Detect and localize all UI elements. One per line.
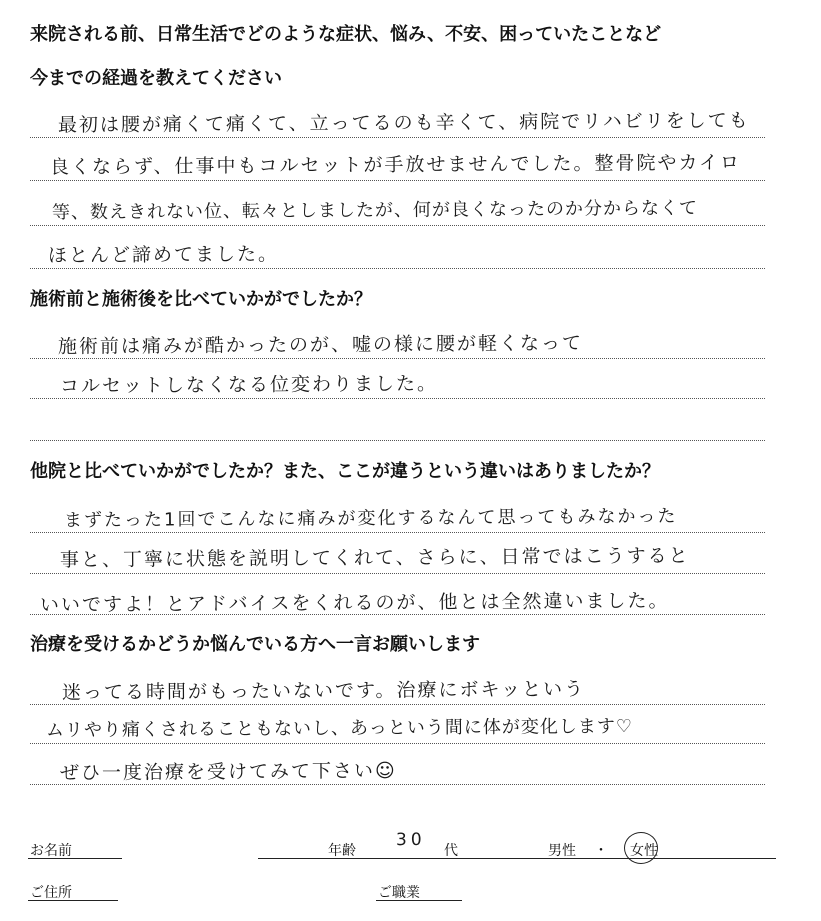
male-option: 男性 bbox=[548, 843, 576, 859]
answer-4-line-3: ぜひ一度治療を受けてみて下さい☺ bbox=[59, 759, 397, 785]
answer-2-line-2: コルセットしなくなる位変わりました。 bbox=[59, 372, 439, 398]
answer-1-line-3: 等、数えきれない位、転々としましたが、何が良くなったのか分からなくて bbox=[51, 197, 699, 224]
question-3-title: 他院と比べていかがでしたか？また、ここが違うという違いはありましたか？ bbox=[30, 461, 660, 482]
address-label: ご住所 bbox=[30, 885, 72, 901]
age-value: 30 bbox=[395, 829, 426, 851]
answer-1-line-2: 良くならず、仕事中もコルセットが手放せませんでした。整骨院やカイロ bbox=[49, 151, 742, 179]
age-label: 年齢 bbox=[328, 843, 356, 859]
question-1-title-line2: 今までの経過を教えてください bbox=[30, 68, 282, 89]
separator-dot: ・ bbox=[594, 843, 608, 859]
question-4-title: 治療を受けるかどうか悩んでいる方へ一言お願いします bbox=[30, 634, 480, 655]
answer-line bbox=[30, 440, 765, 441]
address-underline bbox=[28, 900, 118, 901]
female-selected-circle bbox=[624, 832, 658, 864]
female-option: 女性 bbox=[630, 843, 658, 859]
job-label: ご職業 bbox=[378, 885, 420, 901]
answer-line bbox=[30, 358, 765, 359]
answer-line bbox=[30, 614, 765, 615]
answer-line bbox=[30, 743, 765, 744]
name-underline bbox=[28, 858, 122, 859]
answer-4-line-2: ムリやり痛くされることもないし、あっという間に体が変化します♡ bbox=[45, 715, 634, 742]
job-underline bbox=[376, 900, 462, 901]
answer-line bbox=[30, 573, 765, 574]
answer-line bbox=[30, 137, 765, 138]
answer-4-line-1: 迷ってる時間がもったいないです。治療にボキッという bbox=[61, 678, 586, 704]
answer-line bbox=[30, 784, 765, 785]
answer-3-line-3: いいですよ！とアドバイスをくれるのが、他とは全然違いました。 bbox=[39, 589, 670, 617]
answer-1-line-4: ほとんど諦めてました。 bbox=[47, 243, 280, 267]
answer-3-line-2: 事と、丁寧に状態を説明してくれて、さらに、日常ではこうすると bbox=[59, 544, 690, 572]
answer-line bbox=[30, 398, 765, 399]
answer-line bbox=[30, 532, 765, 533]
answer-3-line-1: まずたった1回でこんなに痛みが変化するなんて思ってもみなかった bbox=[63, 505, 678, 532]
question-1-title-line1: 来院される前、日常生活でどのような症状、悩み、不安、困っていたことなど bbox=[30, 24, 662, 45]
answer-line bbox=[30, 268, 765, 269]
age-unit: 代 bbox=[444, 843, 458, 859]
answer-line bbox=[30, 180, 765, 181]
name-label: お名前 bbox=[30, 843, 72, 859]
answer-line bbox=[30, 225, 765, 226]
answer-1-line-1: 最初は腰が痛くて痛くて、立ってるのも辛くて、病院でリハビリをしても bbox=[57, 109, 750, 137]
question-2-title: 施術前と施術後を比べていかがでしたか？ bbox=[30, 289, 372, 310]
answer-2-line-1: 施術前は痛みが酷かったのが、嘘の様に腰が軽くなって bbox=[57, 332, 584, 358]
answer-line bbox=[30, 704, 765, 705]
